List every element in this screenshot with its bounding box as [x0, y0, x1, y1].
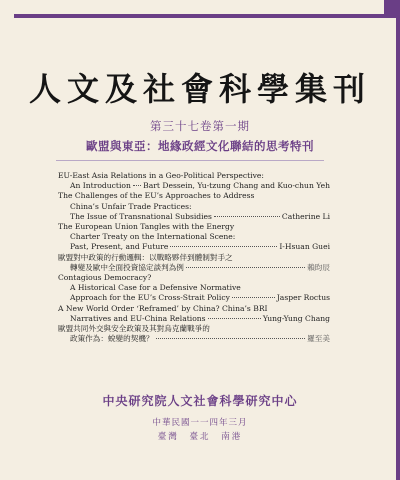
toc-entry-title: The European Union Tangles with the Energy — [58, 222, 235, 232]
dot-leader — [133, 185, 141, 186]
publication-date: 中華民國一一四年三月 — [152, 418, 248, 428]
dot-leader — [170, 246, 277, 247]
toc-entry[interactable] — [58, 324, 330, 344]
dot-leader — [214, 216, 280, 217]
toc-entry-title: 政策作為：蛻變的契機？ — [70, 334, 154, 344]
toc-entry-title: Charter Treaty on the International Scene: — [70, 232, 236, 242]
toc-entry-title: China’s Unfair Trade Practices: — [70, 201, 192, 211]
toc-entry[interactable] — [58, 253, 330, 273]
toc-entry-title: The Challenges of the EU’s Approaches to Address — [58, 191, 255, 201]
toc-entry-author: Catherine Li — [281, 211, 330, 221]
publisher-institute: 中央研究院人文社會科學研究中心 — [102, 394, 298, 408]
toc-entry[interactable] — [58, 191, 330, 222]
place-name: 臺北 — [189, 432, 211, 442]
place-name: 南港 — [221, 432, 243, 442]
toc-entry-title: A New World Order ‘Reframed’ by China? China’s BRI — [58, 303, 268, 313]
toc-entry-leader — [58, 242, 330, 252]
toc-entry[interactable] — [58, 304, 330, 324]
toc-entry-author: 羅至美 — [307, 334, 330, 344]
toc-entry-title: EU-East Asia Relations in a Geo-Political Perspective: — [58, 171, 264, 180]
issue-number: 第三十七卷第一期 — [150, 119, 250, 133]
toc-entry[interactable] — [58, 171, 330, 191]
toc-entry-title: Past, Present, and Future — [70, 242, 169, 252]
toc-entry-leader — [58, 334, 330, 344]
toc-entry-leader — [58, 181, 330, 191]
toc-entry-author: Jasper Roctus — [276, 293, 330, 303]
title-divider — [56, 160, 324, 161]
toc-entry-leader — [58, 263, 330, 273]
dot-leader — [208, 318, 261, 319]
toc-entry-author: 賴昀辰 — [307, 262, 330, 272]
toc-entry-author: Yung-Yung Chang — [262, 313, 330, 323]
toc-entry-title: 歐盟共同外交與安全政策及其對烏克蘭戰爭的 — [58, 324, 210, 334]
toc-entry-title: 歐盟對中政策的行動邏輯：以戰略夥伴到體制對手之 — [58, 252, 233, 262]
toc-entry-author: I-Hsuan Guei — [279, 242, 330, 252]
toc-entry-title: Contagious Democracy? — [58, 273, 152, 283]
toc-entry-title: An Introduction — [70, 181, 131, 191]
toc-entry[interactable] — [58, 222, 330, 253]
dot-leader — [186, 267, 305, 268]
toc-entry-title: Narratives and EU-China Relations — [70, 313, 206, 323]
dot-leader — [156, 338, 306, 339]
toc-entry-author: Bart Dessein, Yu-tzung Chang and Kuo-chun Yeh — [143, 181, 330, 191]
publication-place — [0, 430, 400, 442]
dot-leader — [232, 297, 275, 298]
journal-title: 人文及社會科學集刊 — [28, 70, 371, 108]
toc-entry-leader — [58, 314, 330, 324]
place-name: 臺灣 — [157, 432, 179, 442]
special-issue-title: 歐盟與東亞：地緣政經文化聯結的思考特刊 — [86, 139, 314, 153]
toc-entry[interactable] — [58, 273, 330, 304]
frame-corner — [384, 0, 400, 14]
frame-top-border — [14, 14, 400, 18]
table-of-contents — [58, 171, 330, 344]
toc-entry-title: 轉變及歐中全面投資協定談判為例 — [70, 262, 184, 272]
toc-entry-title: A Historical Case for a Defensive Normative — [70, 283, 241, 293]
toc-entry-leader — [58, 293, 330, 303]
toc-entry-title: The Issue of Transnational Subsidies — [70, 211, 212, 221]
toc-entry-leader — [58, 212, 330, 222]
toc-entry-title: Approach for the EU’s Cross-Strait Policy — [70, 293, 230, 303]
